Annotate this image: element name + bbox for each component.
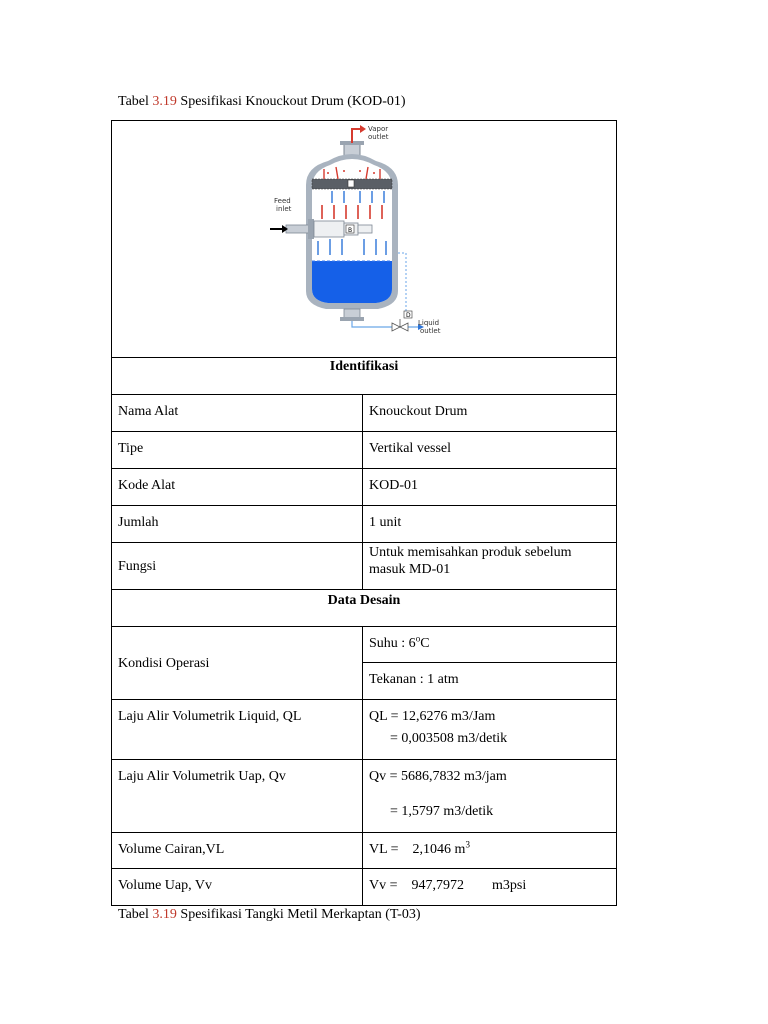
label-vl: Volume Cairan,VL — [112, 833, 363, 869]
value-tekanan: Tekanan : 1 atm — [363, 663, 617, 700]
feed-inlet-label-2: inlet — [276, 205, 292, 213]
suhu-unit: C — [420, 636, 430, 651]
value-qv-line2: = 1,5797 m3/detik — [390, 804, 494, 819]
value-ql — [363, 700, 617, 760]
table-row — [112, 833, 617, 869]
liquid-outlet-label: Liquid — [418, 319, 440, 327]
feed-inlet-label: Feed — [274, 197, 291, 205]
value-ql-line1: QL = 12,6276 m3/Jam — [369, 709, 496, 724]
caption-number: 3.19 — [152, 94, 177, 109]
spec-table — [111, 120, 617, 906]
label-qv: Laju Alir Volumetrik Uap, Qv — [112, 760, 363, 833]
label-kode-alat: Kode Alat — [112, 469, 363, 506]
section-desain-row — [112, 590, 617, 627]
badge-b: B — [348, 227, 353, 234]
suhu-text: Suhu : 6 — [369, 636, 416, 651]
caption-text: Spesifikasi Knouckout Drum (KOD-01) — [176, 94, 406, 109]
value-vl-sup: 3 — [465, 839, 470, 850]
table-row — [112, 432, 617, 469]
label-tipe: Tipe — [112, 432, 363, 469]
value-qv — [363, 760, 617, 833]
value-fungsi-line1: Untuk memisahkan produk sebelum — [369, 545, 572, 560]
label-vv: Volume Uap, Vv — [112, 869, 363, 906]
section-data-desain: Data Desain — [112, 590, 617, 627]
table-row — [112, 700, 617, 760]
value-ql-line2: = 0,003508 m3/detik — [390, 731, 508, 746]
table-row — [112, 869, 617, 906]
value-vv-text: Vv = 947,7972 — [369, 878, 465, 893]
table-caption-top — [118, 94, 406, 110]
value-kode-alat: KOD-01 — [363, 469, 617, 506]
table-row — [112, 506, 617, 543]
label-ql: Laju Alir Volumetrik Liquid, QL — [112, 700, 363, 760]
table-row — [112, 543, 617, 590]
table-row — [112, 395, 617, 432]
figure-cell — [112, 121, 617, 358]
caption-prefix: Tabel — [118, 94, 153, 109]
value-qv-line1: Qv = 5686,7832 m3/jam — [369, 769, 507, 784]
section-identifikasi-row — [112, 358, 617, 395]
label-kondisi-operasi: Kondisi Operasi — [112, 627, 363, 700]
section-identifikasi: Identifikasi — [112, 358, 617, 395]
knockout-drum-svg — [268, 121, 448, 357]
caption-prefix: Tabel — [118, 907, 153, 922]
table-caption-bottom — [118, 907, 421, 923]
badge-d: D — [406, 312, 411, 319]
caption-text: Spesifikasi Tangki Metil Merkaptan (T-03) — [176, 907, 421, 922]
label-jumlah: Jumlah — [112, 506, 363, 543]
table-row — [112, 760, 617, 833]
value-vv-unit: m3psi — [492, 878, 527, 893]
table-row — [112, 469, 617, 506]
value-tipe: Vertikal vessel — [363, 432, 617, 469]
table-row — [112, 627, 617, 663]
value-nama-alat: Knouckout Drum — [363, 395, 617, 432]
value-suhu — [363, 627, 617, 663]
degree-mark: o — [415, 633, 421, 644]
vapor-outlet-label-2: outlet — [368, 133, 389, 141]
value-vv — [363, 869, 617, 906]
liquid-outlet-label-2: outlet — [420, 327, 441, 335]
label-nama-alat: Nama Alat — [112, 395, 363, 432]
value-vl — [363, 833, 617, 869]
knockout-drum-diagram — [268, 121, 448, 357]
value-jumlah: 1 unit — [363, 506, 617, 543]
figure-row — [112, 121, 617, 358]
caption-number: 3.19 — [152, 907, 177, 922]
value-fungsi — [363, 543, 617, 590]
value-vl-text: VL = 2,1046 m — [369, 842, 466, 857]
value-fungsi-line2: masuk MD-01 — [369, 562, 451, 577]
vapor-outlet-label: Vapor — [368, 125, 389, 133]
label-fungsi: Fungsi — [112, 543, 363, 590]
